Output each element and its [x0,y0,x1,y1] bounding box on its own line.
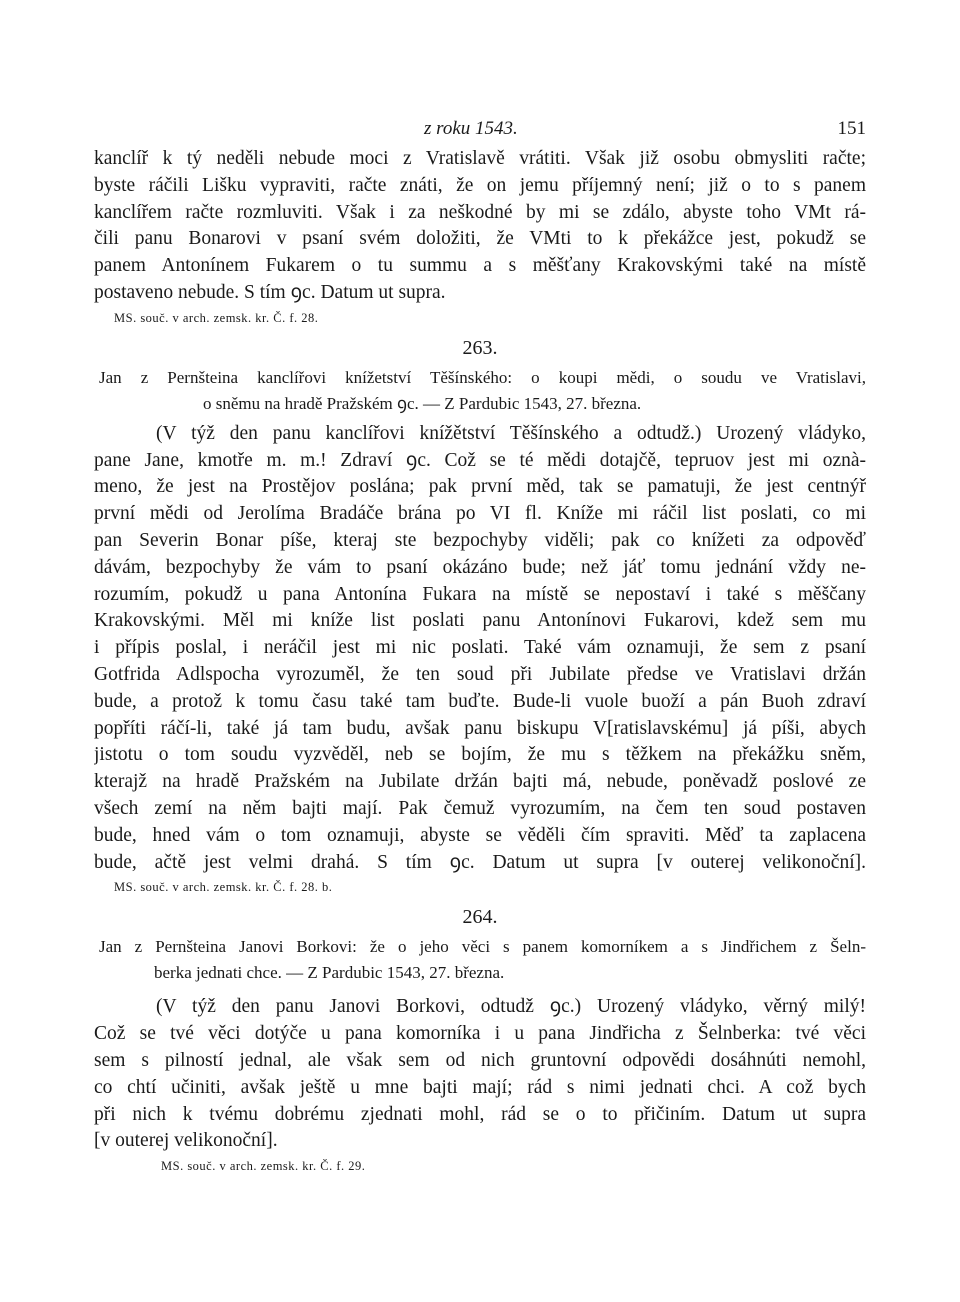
page-number: 151 [837,118,866,139]
text-line: dávám, bezpochyby že vám to psaní okázáno bude; než jáť tomu jednání vždy ne- [94,556,866,578]
source-note: MS. souč. v arch. zemsk. kr. Č. f. 28. [114,310,319,325]
text-line: Gotfrida Adlspocha vyrozuměl, že ten soud při Jubilate předse ve Vratislavi držán [94,663,866,685]
text-line: první mědi od Jerolíma Bradáče brána po VI fl. Kníže mi ráčil list poslati, co mi [94,503,866,525]
regest-line: Jan z Pernšteina kanclířovi knížetství Těšínského: o koupi mědi, o soudu ve Vratislavi, [99,367,866,387]
intro-paragraph [94,146,866,307]
regest-line: berka jednati chce. — Z Pardubic 1543, 27. března. [154,963,505,983]
text-line: i přípis poslal, i neráčil jest mi nic poslati. Také vám oznamuji, že sem z psaní [94,637,866,659]
text-line: kterajž na hradě Pražském na Jubilate držán bajti má, nebude, poněvadž poslové ze [94,771,866,793]
text-line: Což se tvé věci dotýče u pana komorníka i u pana Jindřicha z Šelnberka: tvé věci [94,1023,866,1045]
source-note: MS. souč. v arch. zemsk. kr. Č. f. 28. b. [114,880,333,895]
running-title: z roku 1543. [424,118,518,139]
regest-line: Jan z Pernšteina Janovi Borkovi: že o jeho věci s panem komorníkem a s Jindřichem z Šeln- [99,937,866,957]
text-line: bude, ačtě jest velmi drahá. S tím ꝯc. Datum ut supra [v outerej velikonoční]. [94,851,866,873]
text-line: popříti ráčí-li, také já tam budu, avšak panu biskupu V[ratislavskému] já píši, abych [94,717,866,739]
text-line: pane Jane, kmotře m. m.! Zdraví ꝯc. Což se té mědi dotajčě, tepruov jest mi oznà- [94,449,866,471]
document-number: 264. [462,906,498,929]
text-line: při nich k tvému dobrému zjednati mohl, rád se o to přičiním. Datum ut supra [94,1103,866,1125]
source-note: MS. souč. v arch. zemsk. kr. Č. f. 29. [161,1159,366,1174]
text-line: (V týž den panu Janovi Borkovi, odtudž ꝯc.) Urozený vládyko, věrný milý! [156,996,866,1018]
document-regest [94,934,866,986]
text-line: Krakovskými. Měl mi kníže list poslati panu Antonínovi Fukarovi, kdež sem mu [94,610,866,632]
document-body [94,994,866,1155]
regest-line: o sněmu na hradě Pražském ꝯc. — Z Pardubic 1543, 27. března. [203,393,642,413]
text-line: postaveno nebude. S tím ꝯc. Datum ut supra. [94,281,446,303]
document-number: 263. [462,336,498,359]
text-line: kanclíř k tý neděli nebude moci z Vratislavě vrátiti. Však již osobu obmysliti račte; [94,148,866,169]
text-line: jistotu o tom soudu vyzvěděl, neb se bojím, že mu s těžkem na překážku sněm, [94,744,866,766]
text-line: čili panu Bonarovi v psaní svém doložiti, že VMti to k překážce jest, pokudž se [94,228,866,250]
text-line: [v outerej velikonoční]. [94,1130,278,1152]
text-line: byste ráčili Lišku vypraviti, račte znáti, že on jemu příjemný není; již o to s panem [94,174,866,196]
text-line: co chtí učiniti, avšak ještě u mne bajti mají; rád s nimi jednati chci. A což bych [94,1076,866,1098]
text-line: rozumím, pokudž u pana Antonína Fukara na místě se nepostaví i také s měščany [94,583,866,605]
running-head [94,118,866,146]
document-page [94,118,866,1177]
document-regest [94,365,866,417]
text-line: pan Severin Bonar píše, kteraj ste bezpochyby viděli; pak co knížeti za odpověď [94,529,866,551]
text-line: kanclířem račte rozmluviti. Však i za neškodné by mi se zdálo, abyste toho VMt rá- [94,201,866,223]
text-line: bude, a protož k tomu času také tam buďte. Bude-li vuole buoží a pán Buoh zdraví [94,690,866,712]
text-line: panem Antonínem Fukarem o tu summu a s měšťany Krakovskými také na místě [94,255,866,277]
text-line: (V týž den panu kanclířovi knížětství Těšínského a odtudž.) Urozený vládyko, [156,422,866,444]
document-body [94,421,866,877]
text-line: všech zemí na něm bajti mají. Pak čemuž vyrozumím, na čem ten soud postaven [94,797,866,819]
text-line: bude, hned vám o tom oznamuji, abyste se věděli čím spraviti. Měď ta zaplacena [94,824,866,846]
text-line: sem s pilností jednal, ale však sem od nich gruntovní odpovědi dosáhnúti nemohl, [94,1049,866,1071]
text-line: meno, že jest na Prostějov poslána; pak první měd, tak se pamatuji, že jest centnýř [94,476,866,498]
